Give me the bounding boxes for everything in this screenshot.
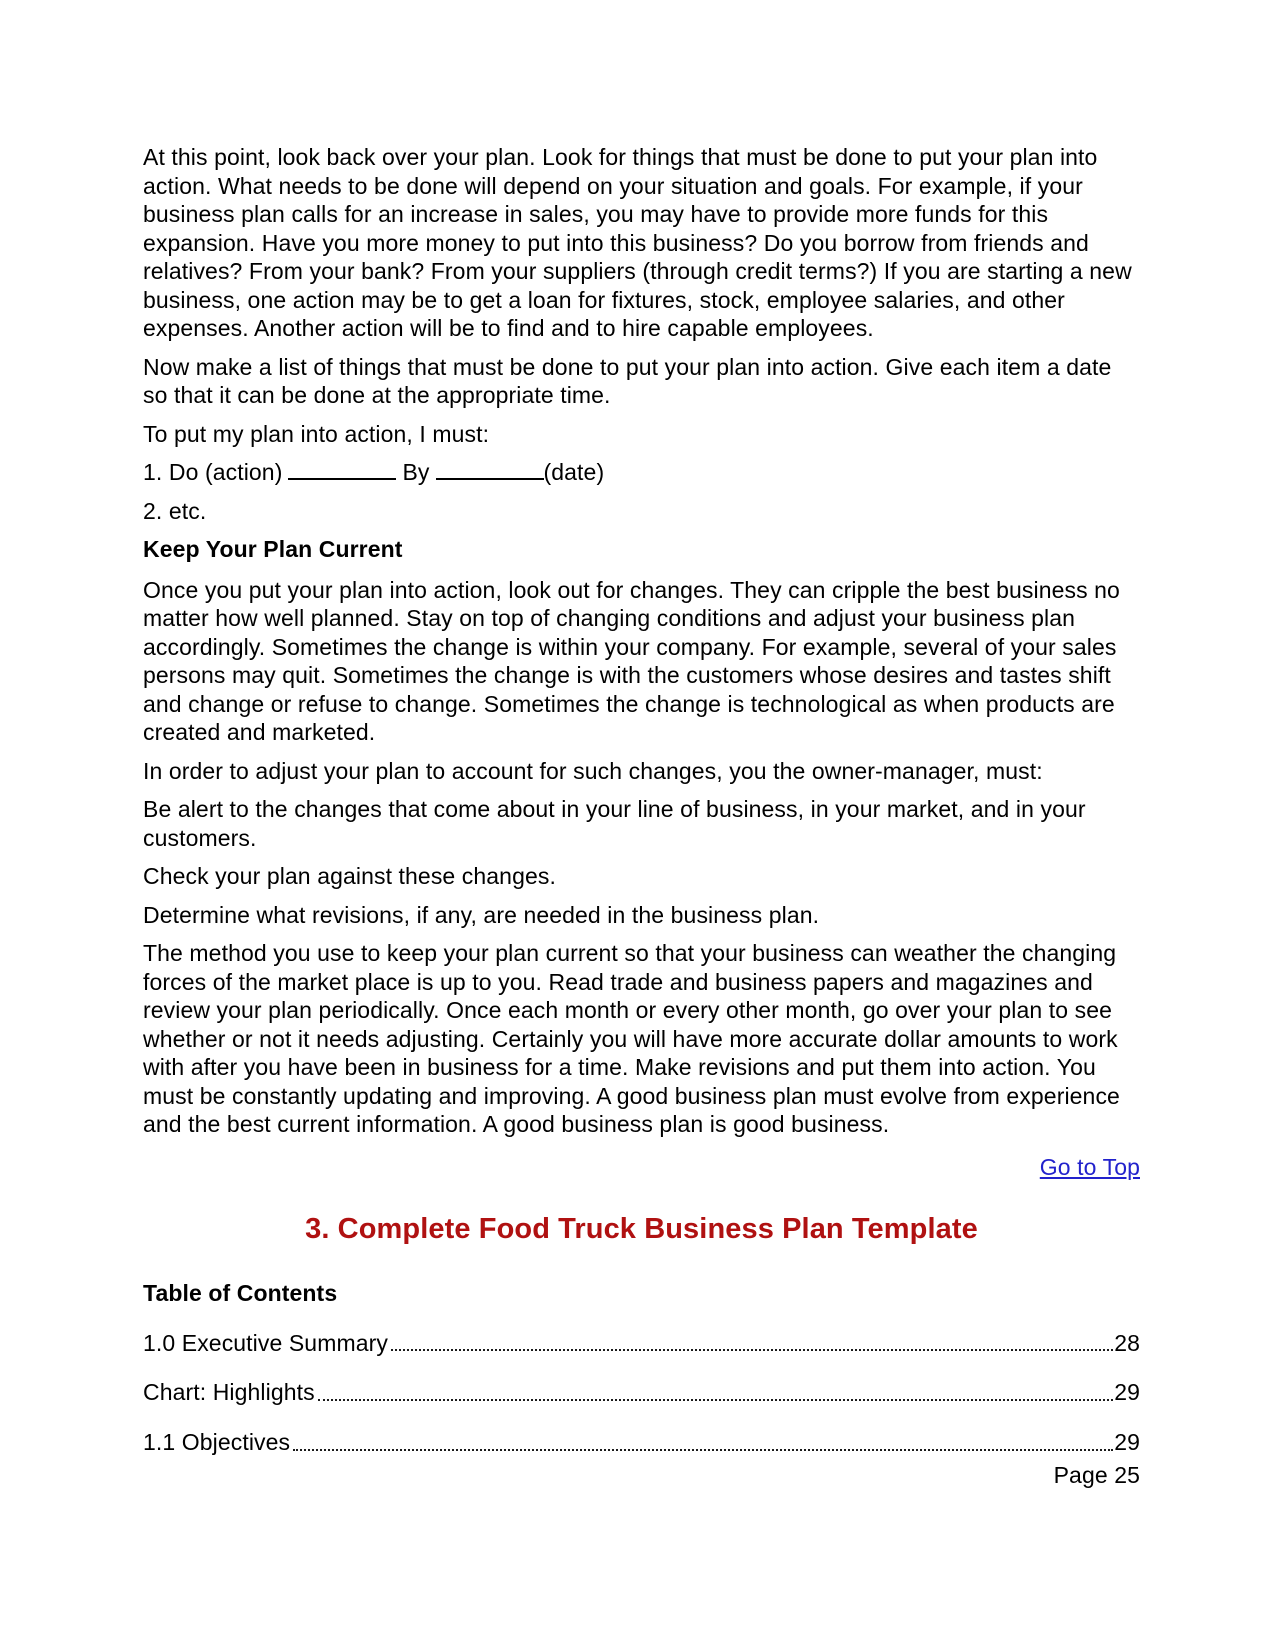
blank-line-action [288,460,396,480]
action-item-suffix: (date) [543,459,605,486]
heading-keep-plan-current: Keep Your Plan Current [143,536,403,563]
toc-row-objectives [143,1428,1140,1457]
blank-line-date [436,460,544,480]
page-number-footer: Page 25 [1053,1461,1140,1488]
toc-row-executive-summary [143,1329,1140,1358]
paragraph-determine-revisions: Determine what revisions, if any, are needed in the business plan. [143,901,820,928]
section-title-food-truck-plan: 3. Complete Food Truck Business Plan Template [305,1212,978,1245]
toc-entry-label: Chart: Highlights [143,1379,315,1406]
toc-entry-label: 1.1 Objectives [143,1429,291,1455]
toc-entry-page-number: 28 [1114,1329,1140,1356]
toc-dot-leader [318,1399,1113,1401]
paragraph-be-alert: Be alert to the changes that come about in your line of business, in your market, and in your customers. [143,796,1086,851]
toc-entry-page-number: 29 [1114,1379,1140,1406]
toc-entry-page-number: 29 [1114,1429,1140,1455]
paragraph-check-plan: Check your plan against these changes. [143,863,556,890]
paragraph-once-you-put: Once you put your plan into action, look out for changes. They can cripple the best business no matter how well planned. Stay on top of changing conditions and adjust your business plan accordingly. Sometimes the change is within your company. For example, several of your sales persons may quit. Sometimes the change is with the customers whose desires and tastes shift and change or refuse to change. Sometimes the change is technological as when products are created and marketed. [143,576,1120,746]
document-body [143,143,1140,1489]
toc-heading: Table of Contents [143,1280,338,1307]
paragraph-in-order-to-adjust: In order to adjust your plan to account for such changes, you the owner-manager, must: [143,757,1043,784]
paragraph-etc: 2. etc. [143,497,207,524]
action-item-line [143,458,1140,487]
go-to-top-row [143,1153,1140,1182]
paragraph-method-keep-current: The method you use to keep your plan current so that your business can weather the changing forces of the market place is up to you. Read trade and business papers and magazines and review your plan periodically. Once each month or every other month, go over your plan to see whether or not it needs adjusting. Certainly you will have more accurate dollar amounts to work with after you have been in business for a time. Make revisions and put them into action. You must be constantly updating and improving. A good business plan must evolve from experience and the best current information. A good business plan is good business. [143,940,1120,1138]
toc-row-chart-highlights [143,1378,1140,1407]
paragraph-make-list: Now make a list of things that must be done to put your plan into action. Give each item a date so that it can be done at the appropriate time. [143,353,1112,409]
action-item-middle: By [402,459,430,486]
paragraph-to-put-plan: To put my plan into action, I must: [143,420,490,447]
toc-entry-label: 1.0 Executive Summary [143,1329,388,1356]
action-item-prefix: 1. Do (action) [143,459,283,486]
paragraph-review-plan: At this point, look back over your plan. Look for things that must be done to put your plan into action. What needs to be done will depend on your situation and goals. For example, if your business plan calls for an increase in sales, you may have to provide more funds for this expansion. Have you more money to put into this business? Do you borrow from friends and relatives? From your bank? From your suppliers (through credit terms?) If you are starting a new business, one action may be to get a loan for fixtures, stock, employee salaries, and other expenses. Another action will be to find and to hire capable employees. [143,144,1132,342]
go-to-top-link[interactable]: Go to Top [1039,1153,1140,1180]
toc-dot-leader [293,1449,1113,1451]
toc-dot-leader [391,1349,1113,1351]
